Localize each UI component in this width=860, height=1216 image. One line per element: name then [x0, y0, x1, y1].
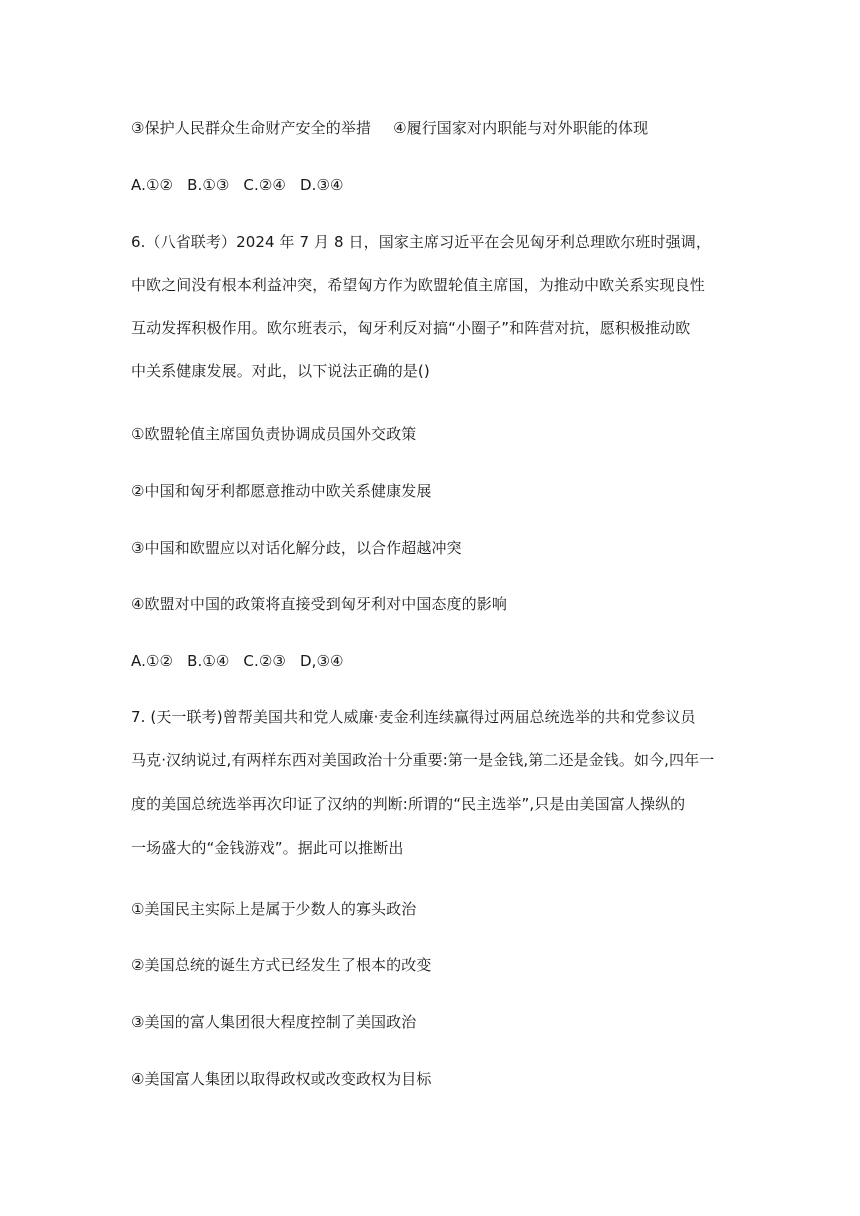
q5-option-d: D.③④: [299, 176, 344, 194]
q7-statement-3: ③美国的富人集团很大程度控制了美国政治: [131, 1013, 417, 1031]
q5-option-a: A.①②: [131, 176, 174, 194]
q5-option-b: B.①③: [187, 176, 230, 194]
q5-statement-3: ③保护人民群众生命财产安全的举措: [131, 119, 372, 137]
q6-statement-2: ②中国和匈牙利都愿意推动中欧关系健康发展: [131, 482, 432, 500]
q6-statement-3: ③中国和欧盟应以对话化解分歧，以合作超越冲突: [131, 539, 462, 557]
q6-options: [131, 650, 751, 672]
q6-statement-1: ①欧盟轮值主席国负责协调成员国外交政策: [131, 425, 417, 443]
q7-statement-1: ①美国民主实际上是属于少数人的寡头政治: [131, 900, 417, 918]
q6-stem-line-1: 6.（八省联考）2024 年 7 月 8 日，国家主席习近平在会见匈牙利总理欧尔班时强调，: [131, 233, 711, 251]
q5-statement-4: ④履行国家对内职能与对外职能的体现: [393, 119, 649, 137]
q6-option-c: C.②③: [243, 652, 286, 670]
q7-stem-line-4: 一场盛大的“金钱游戏”。据此可以推断出: [131, 839, 404, 857]
q7-stem-line-3: 度的美国总统选举再次印证了汉纳的判断:所谓的“民主选举”,只是由美国富人操纵的: [131, 795, 686, 813]
q7-statement-4: ④美国富人集团以取得政权或改变政权为目标: [131, 1070, 432, 1088]
q6-option-d: D,③④: [299, 652, 344, 670]
q5-statements-row: [131, 117, 751, 139]
q6-option-a: A.①②: [131, 652, 174, 670]
q5-options: [131, 174, 751, 196]
q6-stem-line-4: 中关系健康发展。对此，以下说法正确的是(): [131, 362, 430, 380]
q6-stem-line-3: 互动发挥积极作用。欧尔班表示，匈牙利反对搞“小圈子”和阵营对抗，愿积极推动欧: [131, 319, 691, 337]
q6-option-b: B.①④: [187, 652, 230, 670]
q7-stem-line-1: 7. (天一联考)曾帮美国共和党人威廉·麦金利连续赢得过两届总统选举的共和党参议员: [131, 708, 696, 726]
q6-statement-4: ④欧盟对中国的政策将直接受到匈牙利对中国态度的影响: [131, 595, 507, 613]
q6-stem-line-2: 中欧之间没有根本利益冲突，希望匈方作为欧盟轮值主席国，为推动中欧关系实现良性: [131, 276, 705, 294]
q7-statement-2: ②美国总统的诞生方式已经发生了根本的改变: [131, 956, 432, 974]
q5-option-c: C.②④: [243, 176, 286, 194]
q7-stem-line-2: 马克·汉纳说过,有两样东西对美国政治十分重要:第一是金钱,第二还是金钱。如今,四年一: [131, 751, 715, 769]
